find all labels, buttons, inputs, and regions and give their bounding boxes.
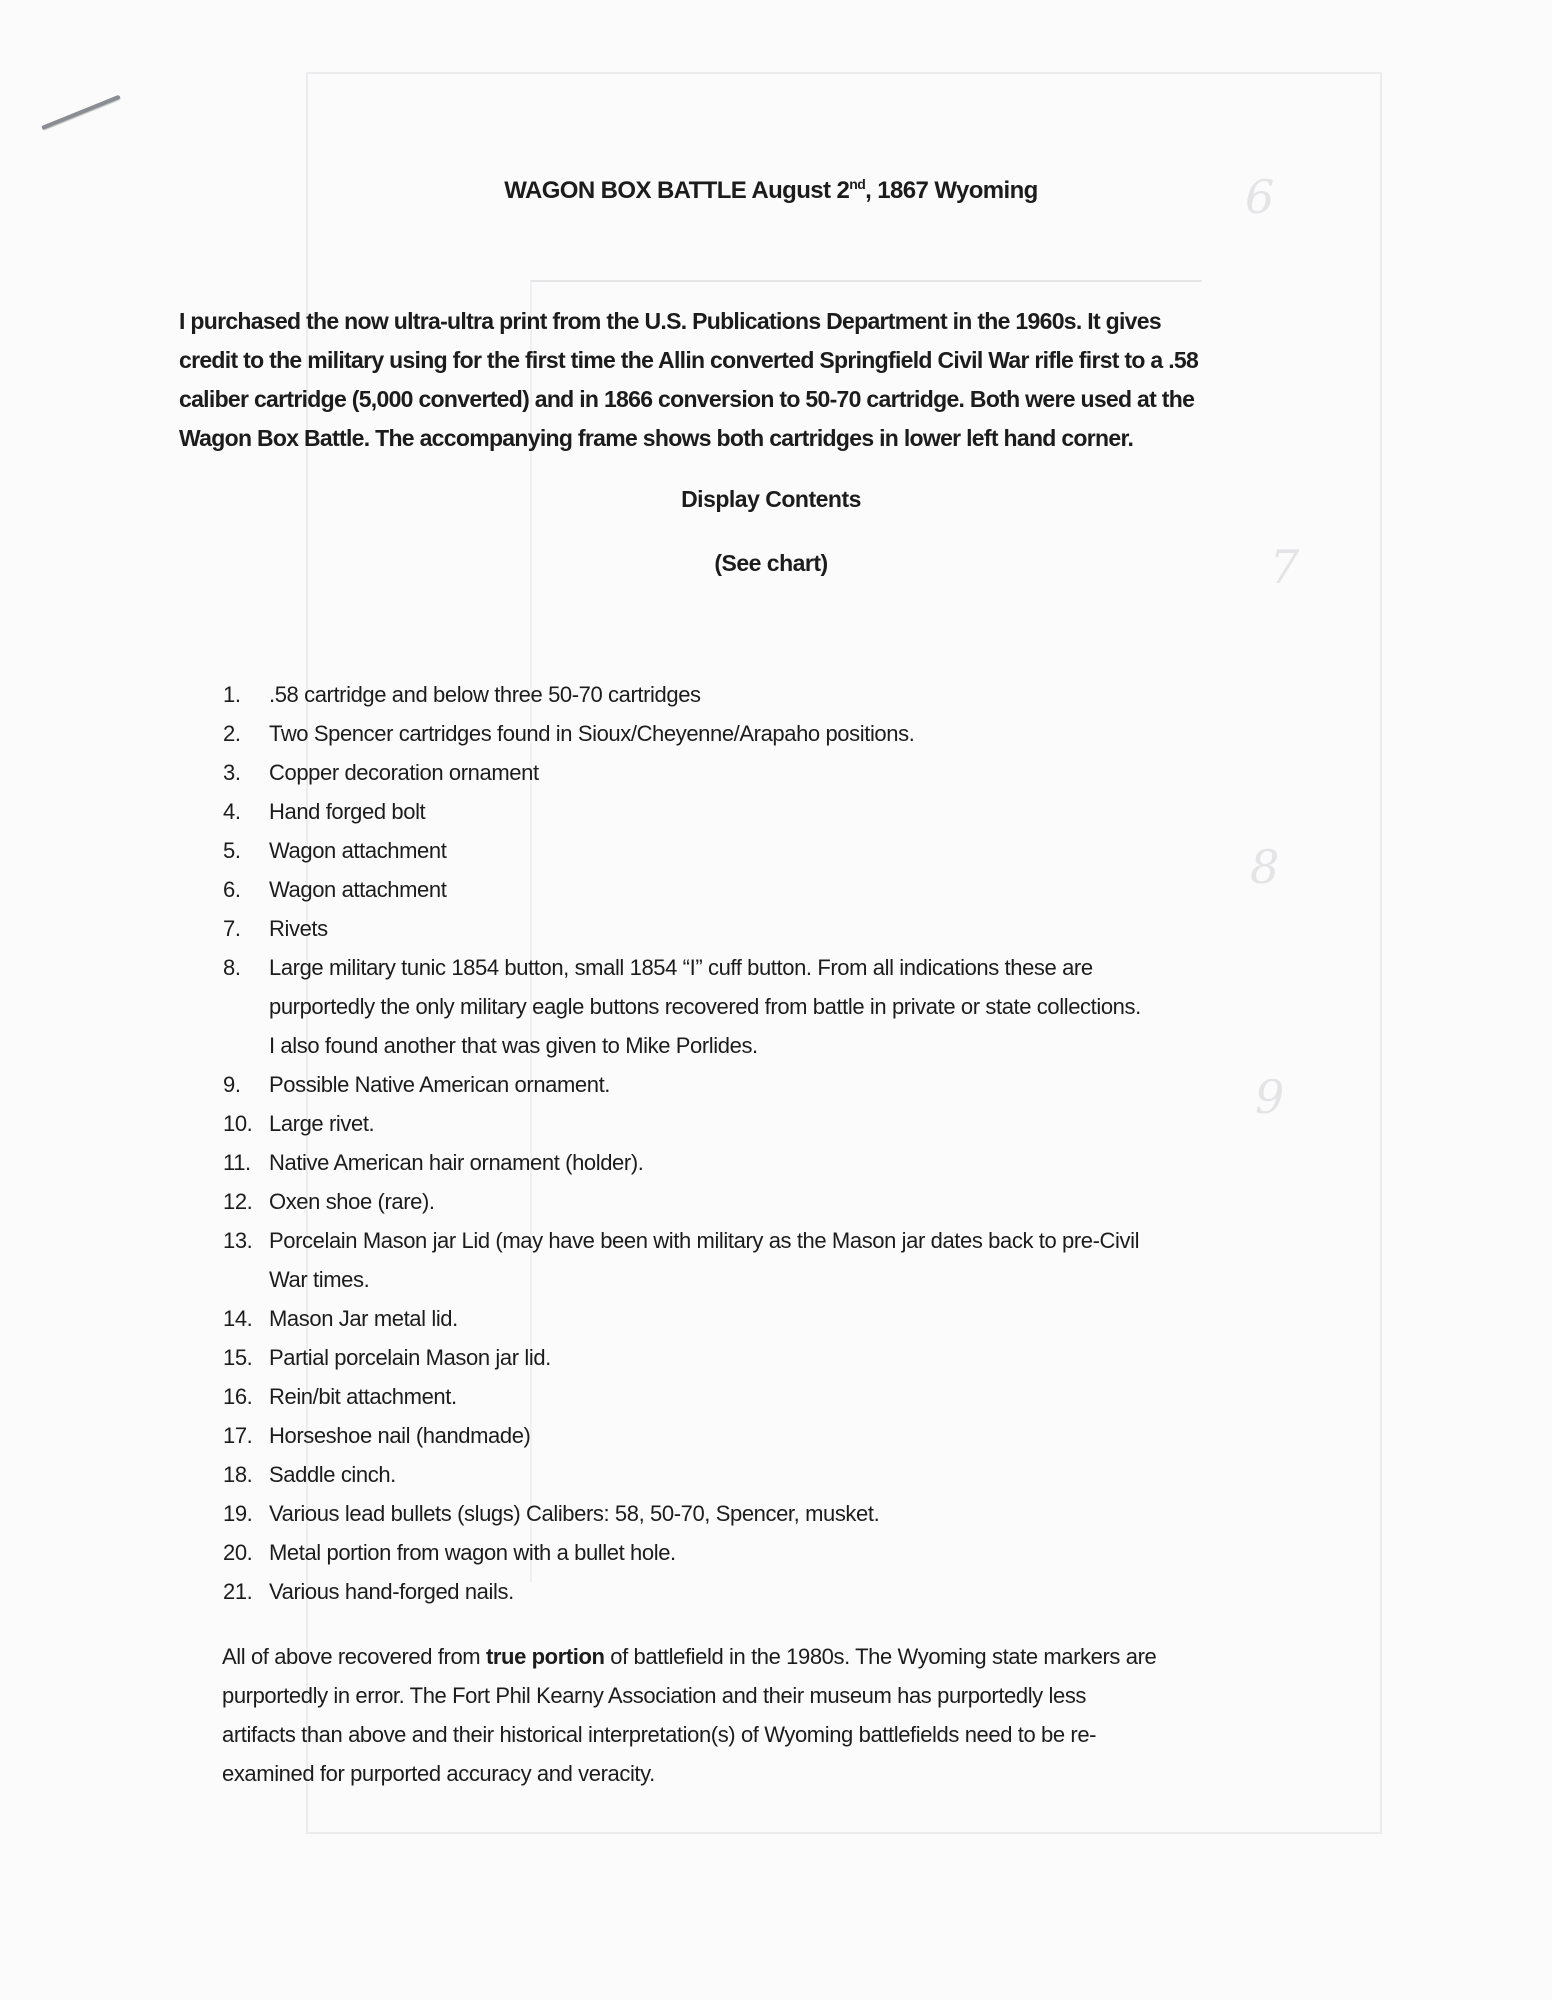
item-text: Horseshoe nail (handmade) [269,1423,531,1448]
item-text: Copper decoration ornament [269,760,539,785]
list-item [223,870,1419,909]
closing-line: purportedly in error. The Fort Phil Kearny Association and their museum has purportedly less [222,1683,1087,1708]
list-item [223,831,1419,870]
list-item [223,948,1419,1065]
closing-line: artifacts than above and their historical interpretation(s) of Wyoming battlefields need to be re- [222,1722,1097,1747]
list-item [223,675,1419,714]
list-item [223,1143,1419,1182]
faint-handwriting-mark: 7 [1270,540,1300,594]
faint-handwriting-mark: 6 [1245,170,1275,224]
item-number: 21. [223,1579,253,1604]
intro-line: credit to the military using for the first time the Allin converted Springfield Civil War rifle first to a .58 [179,347,1199,373]
item-text: Wagon attachment [269,877,447,902]
item-text: Mason Jar metal lid. [269,1306,458,1331]
list-item [223,1182,1419,1221]
list-item [223,1221,1419,1299]
faint-handwriting-mark: 9 [1255,1070,1285,1124]
item-text: Native American hair ornament (holder). [269,1150,644,1175]
item-text: Porcelain Mason jar Lid (may have been with military as the Mason jar dates back to pre-Civil War times. [269,1228,1140,1292]
item-number: 18. [223,1462,253,1487]
see-chart-note: (See chart) [714,550,828,576]
item-text: Various hand-forged nails. [269,1579,514,1604]
item-text: Oxen shoe (rare). [269,1189,435,1214]
closing-line: All of above recovered from true portion of battlefield in the 1980s. The Wyoming state markers are [222,1644,1157,1669]
item-number: 12. [223,1189,253,1214]
item-number: 4. [223,799,241,824]
list-item [223,1377,1419,1416]
item-text: .58 cartridge and below three 50-70 cartridges [269,682,701,707]
list-item [223,1065,1419,1104]
list-item [223,1533,1419,1572]
item-number: 10. [223,1111,253,1136]
item-text: Various lead bullets (slugs) Calibers: 58, 50-70, Spencer, musket. [269,1501,880,1526]
closing-paragraph [222,1637,1372,1793]
faint-handwriting-mark: 8 [1250,840,1280,894]
item-number: 20. [223,1540,253,1565]
intro-paragraph [179,302,1198,458]
item-text: Partial porcelain Mason jar lid. [269,1345,551,1370]
item-number: 7. [223,916,241,941]
intro-line: I purchased the now ultra-ultra print from the U.S. Publications Department in the 1960s. It gives [179,308,1161,334]
item-text: Possible Native American ornament. [269,1072,611,1097]
item-number: 17. [223,1423,253,1448]
contents-list [223,675,1419,1611]
list-item [223,1338,1419,1377]
item-text: Rivets [269,916,328,941]
closing-line: examined for purported accuracy and veracity. [222,1761,655,1786]
item-text: Two Spencer cartridges found in Sioux/Cheyenne/Arapaho positions. [269,721,915,746]
item-number: 1. [223,682,241,707]
list-item [223,909,1419,948]
item-text: Large military tunic 1854 button, small 1854 “I” cuff button. From all indications these are purportedly the only military eagle buttons recovered from battle in private or state collections. I also found another that was given to Mike Porlides. [269,955,1141,1058]
item-number: 16. [223,1384,253,1409]
document-title: WAGON BOX BATTLE August 2nd, 1867 Wyoming [504,176,1038,204]
item-text: Wagon attachment [269,838,447,863]
staple [41,95,120,130]
item-text: Saddle cinch. [269,1462,396,1487]
list-item [223,792,1419,831]
item-number: 2. [223,721,241,746]
item-number: 11. [223,1150,251,1175]
item-text: Hand forged bolt [269,799,426,824]
item-number: 14. [223,1306,253,1331]
item-text: Rein/bit attachment. [269,1384,457,1409]
item-number: 5. [223,838,241,863]
list-item [223,1494,1419,1533]
intro-line: Wagon Box Battle. The accompanying frame shows both cartridges in lower left hand corner. [179,425,1134,451]
list-item [223,1299,1419,1338]
item-number: 19. [223,1501,253,1526]
display-contents-heading: Display Contents [681,486,861,512]
list-item [223,753,1419,792]
item-number: 3. [223,760,241,785]
list-item [223,1572,1419,1611]
item-number: 15. [223,1345,253,1370]
list-item [223,1455,1419,1494]
list-item [223,1416,1419,1455]
item-number: 6. [223,877,241,902]
item-number: 8. [223,955,241,980]
list-item [223,714,1419,753]
item-text: Large rivet. [269,1111,375,1136]
item-number: 13. [223,1228,253,1253]
item-number: 9. [223,1072,241,1097]
intro-line: caliber cartridge (5,000 converted) and in 1866 conversion to 50-70 cartridge. Both were used at the [179,386,1195,412]
item-text: Metal portion from wagon with a bullet hole. [269,1540,676,1565]
list-item [223,1104,1419,1143]
